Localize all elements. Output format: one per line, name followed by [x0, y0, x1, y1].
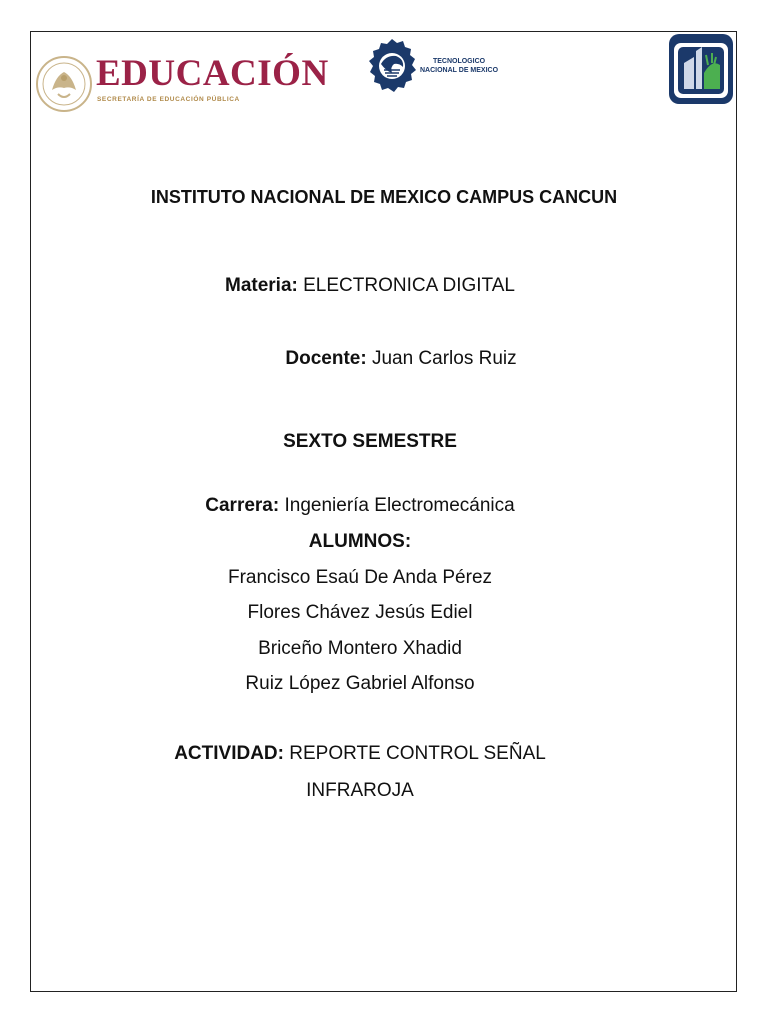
student-name: Ruiz López Gabriel Alfonso	[245, 673, 475, 694]
subject-value: ELECTRONICA DIGITAL	[297, 275, 515, 296]
career-label: Carrera:	[205, 495, 280, 516]
tecnm-line2: NACIONAL DE MEXICO	[420, 67, 499, 74]
teacher-label: Docente:	[285, 348, 367, 369]
students-heading: ALUMNOS:	[308, 531, 412, 552]
subject-line	[0, 275, 768, 297]
teacher-value: Juan Carlos Ruiz	[366, 348, 517, 369]
student-name: Francisco Esaú De Anda Pérez	[227, 567, 493, 588]
tec-cancun-crest	[668, 33, 734, 105]
activity-value-line1: REPORTE CONTROL SEÑAL	[283, 743, 546, 764]
student-name: Flores Chávez Jesús Ediel	[247, 602, 473, 623]
educacion-wordmark: EDUCACIÓN	[96, 53, 329, 94]
mexican-eagle-seal-icon	[36, 54, 92, 114]
student-name: Briceño Montero Xhadid	[258, 638, 462, 659]
tecnm-gear-eagle-icon	[366, 37, 418, 99]
activity-value-line2: INFRAROJA	[306, 780, 414, 801]
activity-label: ACTIVIDAD:	[174, 743, 284, 764]
educacion-subtitle: SECRETARÍA DE EDUCACIÓN PÚBLICA	[97, 96, 240, 103]
career-line	[0, 495, 768, 517]
institution-title: INSTITUTO NACIONAL DE MEXICO CAMPUS CANCUN	[150, 187, 618, 207]
tecnm-text	[420, 57, 498, 75]
crest-shield-icon	[668, 33, 734, 105]
semester: SEXTO SEMESTRE	[283, 431, 457, 452]
activity-line	[0, 743, 768, 765]
tecnm-line1: TECNOLOGICO	[432, 58, 486, 65]
subject-label: Materia:	[225, 275, 298, 296]
career-value: Ingeniería Electromecánica	[279, 495, 515, 516]
educacion-logo	[36, 50, 329, 116]
tecnm-logo	[366, 37, 526, 99]
teacher-line	[0, 348, 768, 370]
